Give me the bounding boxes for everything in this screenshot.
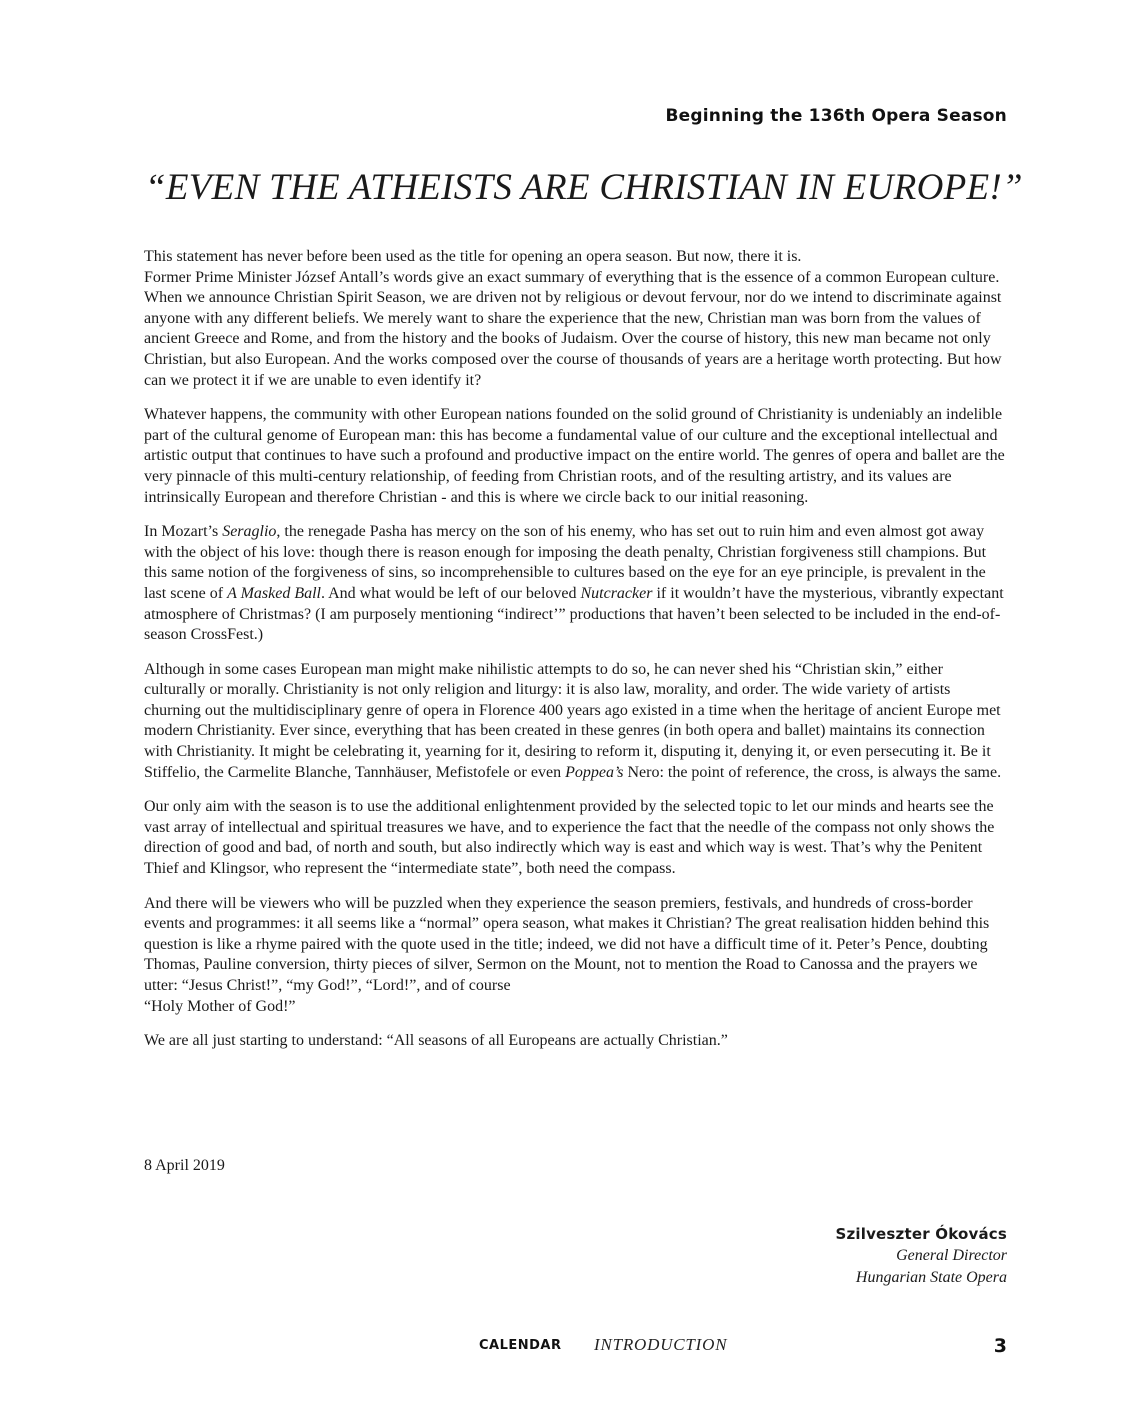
- signature-block: [835, 1223, 1007, 1289]
- text-span: “Holy Mother of God!”: [144, 997, 296, 1015]
- text-span: And there will be viewers who will be puzzled when they experience the season premiers, festivals, and hundreds of cross-border events and programmes: it all seems like a “normal” opera season, what makes it Christian? The great realisation hidden behind this question is like a rhyme paired with the quote used in the title; indeed, we did not have a difficult time of it. Peter’s Pence, doubting Thomas, Pauline conversion, thirty pieces of silver, Sermon on the Mount, not to mention the Road to Canossa and the prayers we utter: “Jesus Christ!”, “my God!”, “Lord!”, and of course: [144, 894, 990, 994]
- text-span: Although in some cases European man might make nihilistic attempts to do so, he can never shed his “Christian skin,” either culturally or morally. Christianity is not only religion and liturgy: it is also law, morality, and order. The wide variety of artists churning out the multidisciplinary genre of opera in Florence 400 years ago existed in a time when the heritage of ancient Europe met modern Christianity. Ever since, everything that has been created in these genres (in both opera and ballet) maintains its connection with Christianity. It might be celebrating it, yearning for it, desiring to reform it, disputing it, denying it, or even persecuting it. Be it Stiffelio, the Carmelite Blanche, Tannhäuser, Mefistofele or even: [144, 660, 1001, 781]
- footer-link-introduction[interactable]: INTRODUCTION: [594, 1335, 728, 1354]
- text-span: . And what would be left of our beloved: [320, 584, 581, 602]
- footer-link-calendar[interactable]: CALENDAR: [479, 1338, 562, 1353]
- title-masked-ball: A Masked Ball: [227, 584, 321, 602]
- section-kicker: Beginning the 136th Opera Season: [665, 106, 1007, 126]
- text-span: In Mozart’s: [144, 523, 223, 541]
- paragraph-closing: We are all just starting to understand: “All seasons of all Europeans are actually Christian.”: [144, 1032, 728, 1050]
- page-footer: [0, 1335, 1123, 1361]
- paragraph-intro: Former Prime Minister József Antall’s words give an exact summary of everything that is the essence of a common European culture. When we announce Christian Spirit Season, we are driven not by religious or devout fervour, nor do we intend to discriminate against anyone with any different beliefs. We merely want to share the experience that the new, Christian man was born from the values of ancient Greece and Rome, and from the history and the books of Judaism. Over the course of history, this new man became not only Christian, but also European. And the works composed over the course of thousands of years are a heritage worth protecting. But how can we protect it if we are unable to even identify it?: [144, 268, 1002, 389]
- paragraph-community: Whatever happens, the community with other European nations founded on the solid ground of Christianity is undeniably an indelible part of the cultural genome of European man: this has become a fundamental value of our culture and the exceptional intellectual and artistic output that continues to have such a profound and productive impact on the entire world. The genres of opera and ballet are the very pinnacle of this multi-century relationship, of feeding from Christian roots, and of the resulting artistry, and its values are intrinsically European and therefore Christian - and this is where we circle back to our initial reasoning.: [144, 406, 1005, 506]
- paragraph-intro-lead: This statement has never before been used as the title for opening an opera season. But now, there it is.: [144, 248, 802, 265]
- page-title: “EVEN THE ATHEISTS ARE CHRISTIAN IN EUROPE!”: [145, 167, 1023, 208]
- title-seraglio: Seraglio: [222, 523, 277, 541]
- title-poppea: Poppea’s: [565, 763, 624, 781]
- signature-organization: Hungarian State Opera: [855, 1269, 1007, 1286]
- paragraph-viewers: [144, 894, 1006, 1018]
- paragraph-compass: Our only aim with the season is to use the additional enlightenment provided by the selected topic to let our minds and hearts see the vast array of intellectual and spiritual treasures we have, and to experience the fact that the needle of the compass not only shows the direction of good and bad, of north and south, but also indirectly which way is east and which way is west. That’s why the Penitent Thief and Klingsor, who represent the “intermediate state”, both need the compass.: [144, 798, 995, 878]
- signature-name: Szilveszter Ókovács: [835, 1225, 1007, 1243]
- title-nutcracker: Nutcracker: [580, 584, 653, 602]
- letter-date: 8 April 2019: [144, 1157, 225, 1174]
- paragraph-christian-skin: [144, 660, 1006, 784]
- signature-role: General Director: [896, 1247, 1007, 1264]
- article-body: [144, 247, 1006, 1052]
- paragraph-mozart: [144, 522, 1006, 646]
- text-span: Nero: the point of reference, the cross, is always the same.: [623, 763, 1002, 781]
- text-span: if it wouldn’t have the mysterious, vibrantly expectant atmosphere of Christmas? (I am purposely mentioning “indirect’” productions that haven’t been selected to be included in the end-of-season CrossFest.): [144, 584, 1004, 644]
- page-number: 3: [993, 1335, 1007, 1357]
- text-span: , the renegade Pasha has mercy on the son of his enemy, who has set out to ruin him and even almost got away with the object of his love: though there is reason enough for imposing the death penalty, Christian forgiveness still champions. But this same notion of the forgiveness of sins, so incomprehensible to cultures based on the eye for an eye principle, is prevalent in the last scene of: [144, 523, 987, 602]
